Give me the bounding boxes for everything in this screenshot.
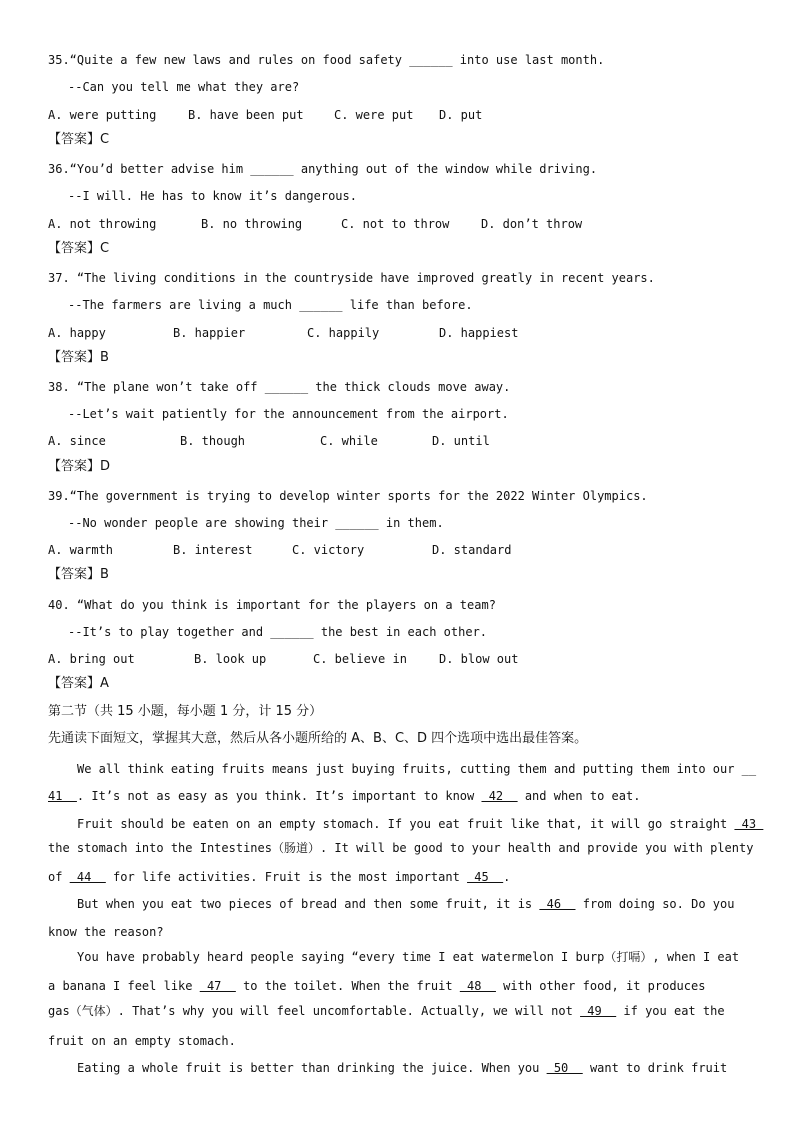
blank-48: 48 bbox=[459, 979, 496, 993]
option-d: D. happiest bbox=[439, 326, 519, 340]
option-d: D. don’t throw bbox=[481, 217, 583, 231]
option-c: C. were put bbox=[334, 108, 414, 122]
option-d: D. standard bbox=[432, 543, 512, 557]
passage-line-9: a banana I feel like 47 to the toilet. When the fruit 48 with other food, it produces bbox=[48, 979, 706, 993]
blank-45: 45 bbox=[467, 870, 504, 884]
question-35-reply: --Can you tell me what they are? bbox=[68, 80, 300, 94]
option-d: D. blow out bbox=[439, 652, 519, 666]
option-a: A. bring out bbox=[48, 652, 135, 666]
blank-49: 49 bbox=[580, 1004, 617, 1018]
passage-line-8: You have probably heard people saying “every time I eat watermelon I burp（打嗝）, when I eat bbox=[77, 950, 740, 964]
passage-line-2: 41 . It’s not as easy as you think. It’s important to know 42 and when to eat. bbox=[48, 789, 641, 803]
passage-line-10: gas（气体）. That’s why you will feel uncomfortable. Actually, we will not 49 if you eat the bbox=[48, 1004, 725, 1018]
option-b: B. though bbox=[180, 434, 246, 448]
question-38-prompt: 38. “The plane won’t take off ______ the thick clouds move away. bbox=[48, 380, 511, 394]
blank-44: 44 bbox=[69, 870, 106, 884]
option-c: C. believe in bbox=[313, 652, 407, 666]
option-c: C. not to throw bbox=[341, 217, 450, 231]
passage-line-7: know the reason? bbox=[48, 925, 164, 939]
question-37-reply: --The farmers are living a much ______ life than before. bbox=[68, 298, 473, 312]
option-b: B. happier bbox=[173, 326, 246, 340]
question-38-reply: --Let’s wait patiently for the announcement from the airport. bbox=[68, 407, 509, 421]
option-d: D. until bbox=[432, 434, 490, 448]
question-37-answer: 【答案】B bbox=[48, 350, 109, 365]
passage-line-11: fruit on an empty stomach. bbox=[48, 1034, 236, 1048]
blank-42: 42 bbox=[481, 789, 518, 803]
section-heading: 第二节（共 15 小题，每小题 1 分，计 15 分） bbox=[48, 704, 323, 719]
passage-line-6: But when you eat two pieces of bread and then some fruit, it is 46 from doing so. Do you bbox=[77, 897, 735, 911]
question-39-reply: --No wonder people are showing their ______ in them. bbox=[68, 516, 444, 530]
question-38-answer: 【答案】D bbox=[48, 459, 111, 474]
option-b: B. look up bbox=[194, 652, 267, 666]
blank-50: 50 bbox=[546, 1061, 583, 1075]
option-a: A. warmth bbox=[48, 543, 114, 557]
question-36-reply: --I will. He has to know it’s dangerous. bbox=[68, 189, 357, 203]
question-39-prompt: 39.“The government is trying to develop winter sports for the 2022 Winter Olympics. bbox=[48, 489, 648, 503]
passage-line-4: the stomach into the Intestines（肠道）. It will be good to your health and provide you with plenty bbox=[48, 841, 754, 855]
question-37-prompt: 37. “The living conditions in the countryside have improved greatly in recent years. bbox=[48, 271, 655, 285]
blank-47: 47 bbox=[199, 979, 236, 993]
question-36-answer: 【答案】C bbox=[48, 241, 110, 256]
option-b: B. interest bbox=[173, 543, 253, 557]
option-b: B. no throwing bbox=[201, 217, 303, 231]
question-35-answer: 【答案】C bbox=[48, 132, 110, 147]
passage-line-5: of 44 for life activities. Fruit is the most important 45 . bbox=[48, 870, 511, 884]
question-40-reply: --It’s to play together and ______ the best in each other. bbox=[68, 625, 488, 639]
option-a: A. happy bbox=[48, 326, 106, 340]
blank-41: 41 bbox=[48, 789, 77, 803]
option-c: C. victory bbox=[292, 543, 365, 557]
option-a: A. since bbox=[48, 434, 106, 448]
option-c: C. while bbox=[320, 434, 378, 448]
option-d: D. put bbox=[439, 108, 483, 122]
passage-line-12: Eating a whole fruit is better than drinking the juice. When you 50 want to drink fruit bbox=[77, 1061, 728, 1075]
question-40-prompt: 40. “What do you think is important for the players on a team? bbox=[48, 598, 496, 612]
passage-line-3: Fruit should be eaten on an empty stomach. If you eat fruit like that, it will go straight 43 bbox=[77, 817, 764, 831]
option-c: C. happily bbox=[307, 326, 380, 340]
question-35-prompt: 35.“Quite a few new laws and rules on food safety ______ into use last month. bbox=[48, 53, 605, 67]
option-b: B. have been put bbox=[188, 108, 304, 122]
blank-43: 43 bbox=[734, 817, 764, 831]
blank-46: 46 bbox=[539, 897, 576, 911]
section-instruction: 先通读下面短文，掌握其大意，然后从各小题所给的 A、B、C、D 四个选项中选出最佳答案。 bbox=[48, 731, 588, 746]
question-39-answer: 【答案】B bbox=[48, 567, 109, 582]
option-a: A. not throwing bbox=[48, 217, 157, 231]
option-a: A. were putting bbox=[48, 108, 157, 122]
question-36-prompt: 36.“You’d better advise him ______ anything out of the window while driving. bbox=[48, 162, 598, 176]
question-40-answer: 【答案】A bbox=[48, 676, 109, 691]
passage-line-1: We all think eating fruits means just buying fruits, cutting them and putting them into our __ bbox=[77, 762, 757, 776]
